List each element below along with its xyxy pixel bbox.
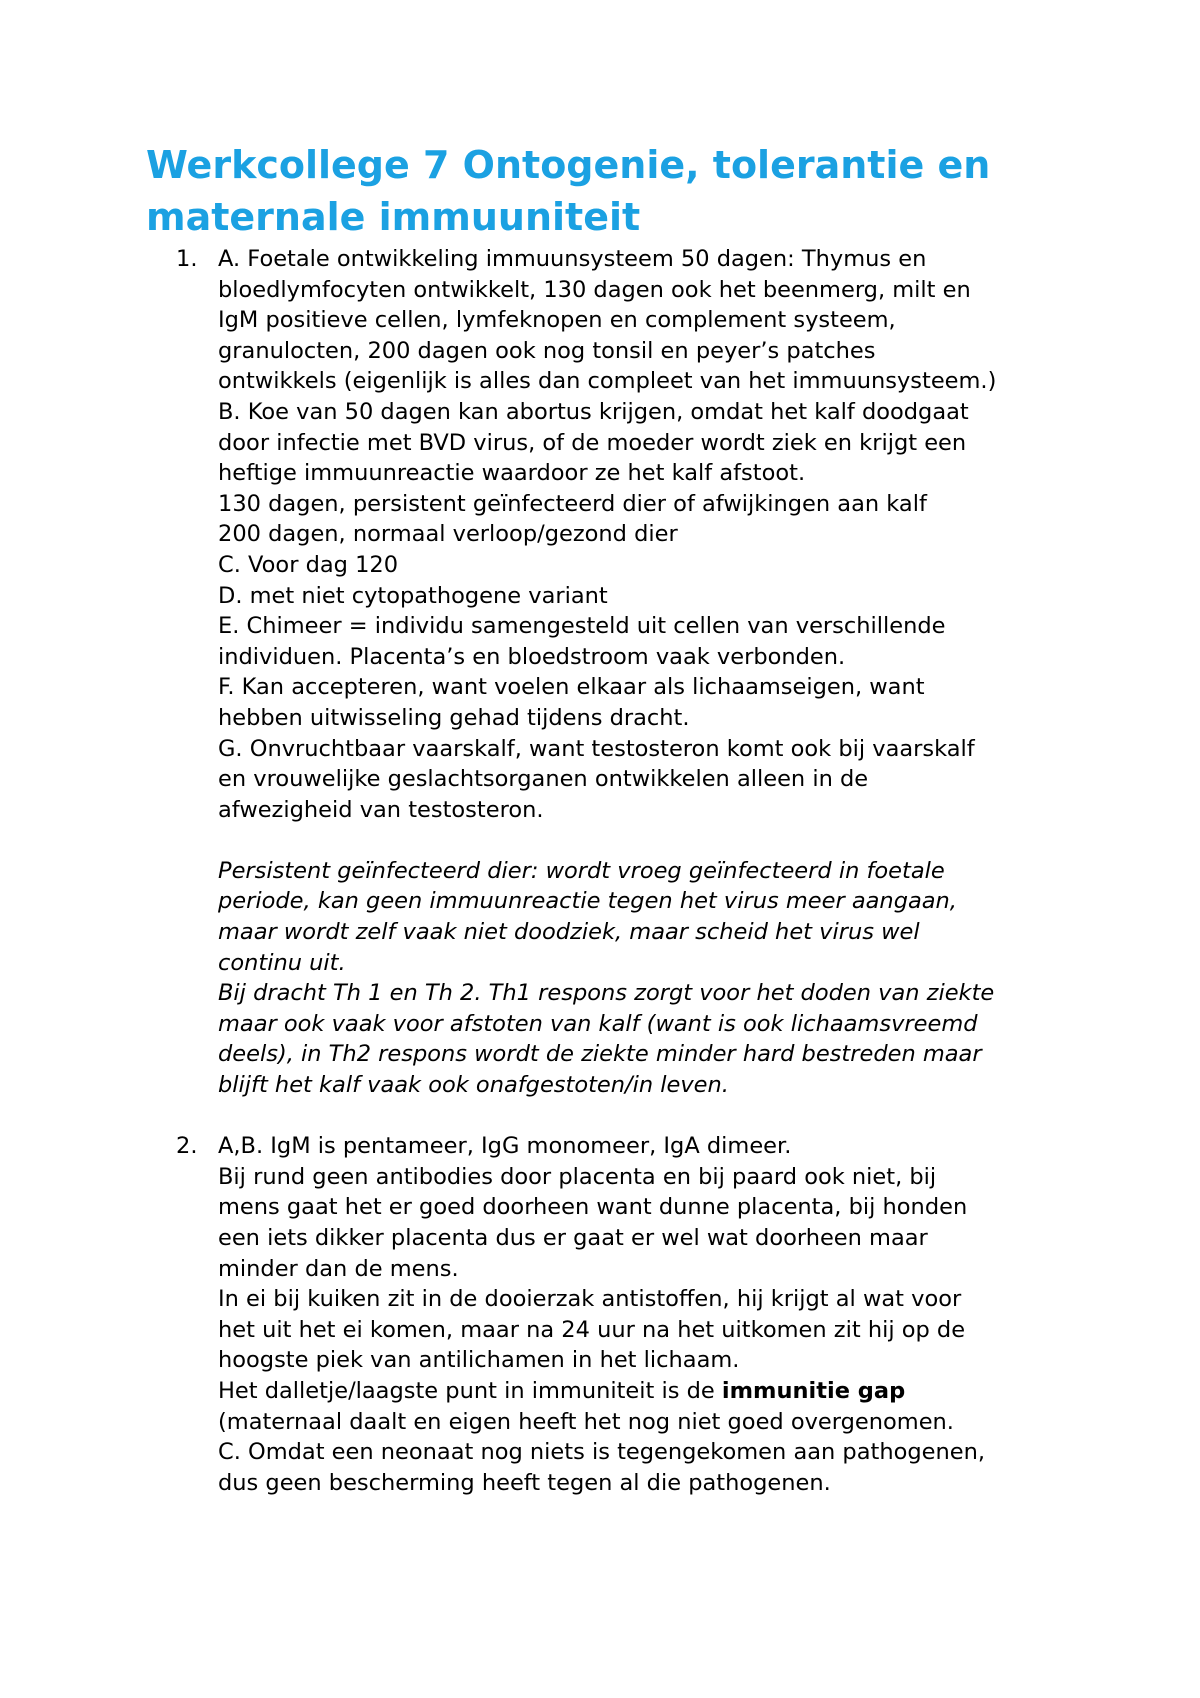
- list-item-1: [146, 244, 1086, 1101]
- list-item-number: 2.: [176, 1133, 198, 1160]
- title-line: maternale immuuniteit: [146, 195, 641, 239]
- italic-note-line: Persistent geïnfecteerd dier: wordt vroeg geïnfecteerd in foetale: [218, 857, 945, 884]
- title-line: Werkcollege 7 Ontogenie, tolerantie en: [146, 143, 991, 187]
- paragraph-line: het uit het ei komen, maar na 24 uur na het uitkomen zit hij op de: [218, 1316, 966, 1343]
- paragraph-line: Bij rund geen antibodies door placenta en bij paard ook niet, bij: [218, 1163, 937, 1190]
- italic-note-line: maar ook vaak voor afstoten van kalf (want is ook lichaamsvreemd: [218, 1010, 978, 1037]
- paragraph-line: 130 dagen, persistent geïnfecteerd dier of afwijkingen aan kalf: [218, 490, 927, 517]
- paragraph-line: G. Onvruchtbaar vaarskalf, want testosteron komt ook bij vaarskalf: [218, 735, 975, 762]
- paragraph-line: afwezigheid van testosteron.: [218, 796, 544, 823]
- paragraph-line: minder dan de mens.: [218, 1255, 459, 1282]
- page-title: [146, 139, 1086, 243]
- paragraph-line: B. Koe van 50 dagen kan abortus krijgen, omdat het kalf doodgaat: [218, 398, 969, 425]
- paragraph-line: A,B. IgM is pentameer, IgG monomeer, IgA dimeer.: [218, 1133, 792, 1160]
- paragraph-line: bloedlymfocyten ontwikkelt, 130 dagen ook het beenmerg, milt en: [218, 276, 971, 303]
- italic-note-line: Bij dracht Th 1 en Th 2. Th1 respons zorgt voor het doden van ziekte: [218, 980, 995, 1007]
- italic-note-line: periode, kan geen immuunreactie tegen het virus meer aangaan,: [218, 888, 957, 915]
- answer-list: [146, 244, 1086, 1498]
- empty-line: [146, 1101, 1086, 1132]
- italic-note-line: continu uit.: [218, 949, 346, 976]
- paragraph-line: A. Foetale ontwikkeling immuunsysteem 50 dagen: Thymus en: [218, 246, 927, 272]
- paragraph-line: individuen. Placenta’s en bloedstroom vaak verbonden.: [218, 643, 846, 670]
- paragraph-line: hoogste piek van antilichamen in het lichaam.: [218, 1347, 740, 1374]
- paragraph-line: ontwikkels (eigenlijk is alles dan compleet van het immuunsysteem.): [218, 368, 997, 395]
- list-item-number: 1.: [176, 246, 198, 272]
- paragraph-line: [218, 1376, 1086, 1407]
- paragraph-line: mens gaat het er goed doorheen want dunne placenta, bij honden: [218, 1194, 968, 1221]
- italic-note-line: deels), in Th2 respons wordt de ziekte minder hard bestreden maar: [218, 1041, 982, 1068]
- paragraph-line: IgM positieve cellen, lymfeknopen en complement systeem,: [218, 307, 896, 334]
- empty-line: [218, 825, 1086, 856]
- paragraph-line: C. Omdat een neonaat nog niets is tegengekomen aan pathogenen,: [218, 1439, 985, 1466]
- paragraph-line: In ei bij kuiken zit in de dooierzak antistoffen, hij krijgt al wat voor: [218, 1286, 962, 1313]
- paragraph-line: F. Kan accepteren, want voelen elkaar als lichaamseigen, want: [218, 674, 925, 701]
- paragraph-line: en vrouwelijke geslachtsorganen ontwikkelen alleen in de: [218, 766, 869, 793]
- italic-note-line: maar wordt zelf vaak niet doodziek, maar scheid het virus wel: [218, 919, 920, 946]
- paragraph-line: een iets dikker placenta dus er gaat er wel wat doorheen maar: [218, 1225, 928, 1251]
- paragraph-line: E. Chimeer = individu samengesteld uit cellen van verschillende: [218, 613, 946, 640]
- list-item-2: [146, 1131, 1086, 1498]
- immunity-gap-term: immunitie gap: [721, 1377, 906, 1404]
- paragraph-line: hebben uitwisseling gehad tijdens dracht.: [218, 704, 690, 731]
- paragraph-line: D. met niet cytopathogene variant: [218, 582, 608, 609]
- gap-line-text: Het dalletje/laagste punt in immuniteit is de: [218, 1377, 722, 1404]
- paragraph-line: 200 dagen, normaal verloop/gezond dier: [218, 521, 678, 548]
- paragraph-line: door infectie met BVD virus, of de moeder wordt ziek en krijgt een: [218, 429, 967, 456]
- paragraph-line: heftige immuunreactie waardoor ze het kalf afstoot.: [218, 460, 806, 487]
- paragraph-line: dus geen bescherming heeft tegen al die pathogenen.: [218, 1469, 831, 1496]
- paragraph-line: (maternaal daalt en eigen heeft het nog niet goed overgenomen.: [218, 1408, 954, 1435]
- paragraph-line: C. Voor dag 120: [218, 551, 399, 578]
- paragraph-line: granulocten, 200 dagen ook nog tonsil en peyer’s patches: [218, 337, 876, 364]
- italic-note-line: blijft het kalf vaak ook onafgestoten/in leven.: [218, 1072, 729, 1099]
